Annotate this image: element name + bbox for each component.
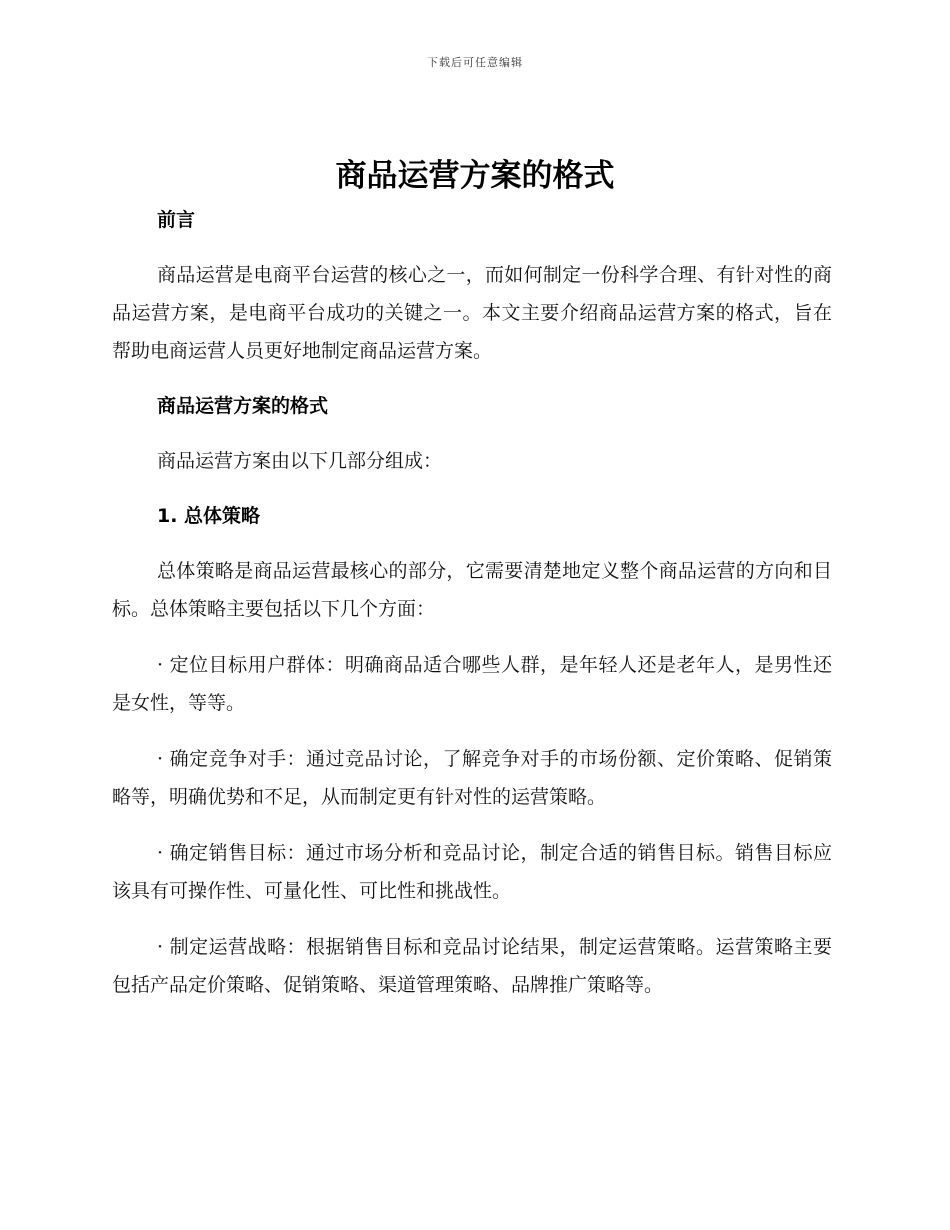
format-intro-paragraph: 商品运营方案由以下几部分组成： [157, 450, 443, 472]
section1-heading: 1. 总体策略 [157, 505, 261, 527]
bullet-sales-goal: · 确定销售目标：通过市场分析和竞品讨论，制定合适的销售目标。销售目标应该具有可操作性、可量化性、可比性和挑战性。 [112, 842, 832, 902]
format-heading: 商品运营方案的格式 [157, 395, 329, 417]
bullet-operation-strategy: · 制定运营战略：根据销售目标和竞品讨论结果，制定运营策略。运营策略主要包括产品定价策略、促销策略、渠道管理策略、品牌推广策略等。 [112, 936, 832, 996]
document-body [112, 202, 832, 1022]
preface-paragraph: 商品运营是电商平台运营的核心之一，而如何制定一份科学合理、有针对性的商品运营方案，是电商平台成功的关键之一。本文主要介绍商品运营方案的格式，旨在帮助电商运营人员更好地制定商品运营方案。 [112, 264, 832, 362]
page-header-note: 下载后可任意编辑 [427, 56, 523, 69]
section1-intro-paragraph: 总体策略是商品运营最核心的部分，它需要清楚地定义整个商品运营的方向和目标。总体策略主要包括以下几个方面： [112, 560, 832, 620]
document-title: 商品运营方案的格式 [335, 158, 615, 194]
bullet-target-users: · 定位目标用户群体：明确商品适合哪些人群，是年轻人还是老年人，是男性还是女性，等等。 [112, 654, 832, 714]
bullet-competitors: · 确定竞争对手：通过竞品讨论，了解竞争对手的市场份额、定价策略、促销策略等，明确优势和不足，从而制定更有针对性的运营策略。 [112, 748, 832, 808]
preface-heading: 前言 [157, 209, 196, 231]
